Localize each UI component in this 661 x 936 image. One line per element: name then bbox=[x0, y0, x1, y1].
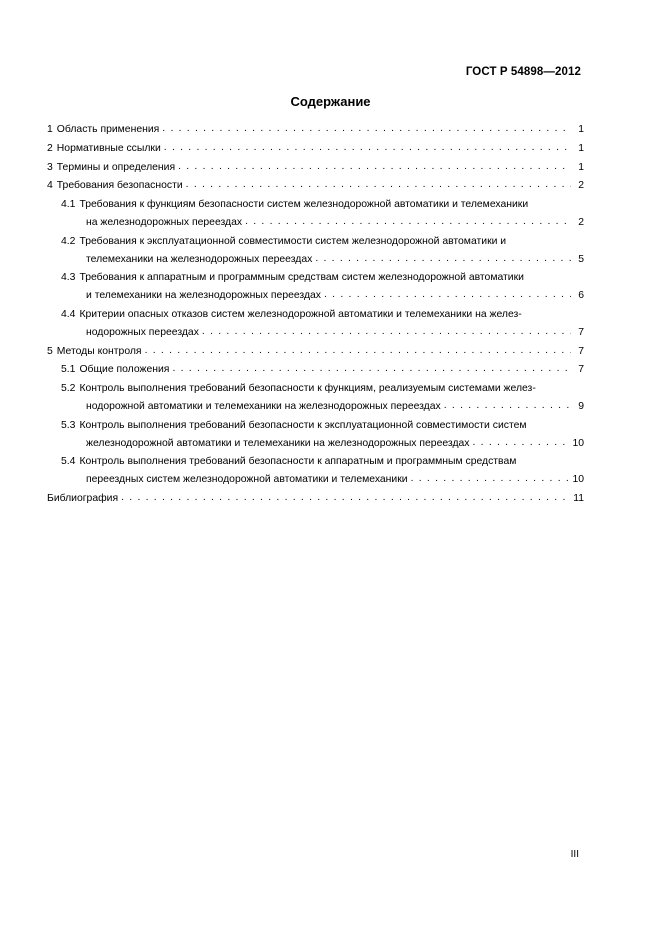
toc-entry-number: 5.3 bbox=[61, 419, 76, 431]
toc-entry-number: 4.1 bbox=[61, 199, 76, 211]
toc-entry-page: 9 bbox=[578, 400, 584, 412]
toc-entry-number: 4.3 bbox=[61, 272, 76, 284]
toc-entry-number: 5.1 bbox=[61, 364, 76, 376]
toc-entry-text: Нормативные ссылки bbox=[56, 142, 161, 154]
dot-leader bbox=[164, 140, 571, 150]
toc-entry-page: 2 bbox=[578, 216, 584, 228]
toc-entry-number: 3 bbox=[47, 161, 53, 173]
table-of-contents bbox=[47, 121, 584, 509]
toc-entry-text-line1: Контроль выполнения требований безопасности к эксплуатационной совместимости систем bbox=[79, 419, 527, 431]
dot-leader bbox=[121, 491, 570, 501]
toc-entry-bibliography[interactable] bbox=[47, 490, 584, 508]
toc-entry-page: 11 bbox=[573, 492, 584, 504]
toc-entry-text-line2: нодорожной автоматики и телемеханики на железнодорожных переездах bbox=[86, 400, 441, 412]
toc-entry-number: 5 bbox=[47, 345, 53, 357]
toc-entry-text: Методы контроля bbox=[56, 345, 142, 357]
toc-entry-page: 10 bbox=[572, 474, 584, 486]
dot-leader bbox=[472, 435, 569, 445]
toc-entry-4-1[interactable] bbox=[47, 196, 584, 232]
toc-entry-text-line1: Требования к функциям безопасности систем железнодорожной автоматики и телемеханики bbox=[79, 199, 529, 211]
dot-leader bbox=[324, 288, 571, 298]
toc-title: Содержание bbox=[290, 94, 371, 109]
toc-entry-1[interactable] bbox=[47, 121, 584, 139]
toc-entry-page: 7 bbox=[578, 326, 584, 338]
document-code: ГОСТ Р 54898—2012 bbox=[465, 66, 581, 78]
toc-entry-4-2[interactable] bbox=[47, 233, 584, 269]
toc-entry-number: 5.4 bbox=[61, 456, 76, 468]
page-number: III bbox=[570, 849, 579, 860]
toc-entry-5-1[interactable] bbox=[47, 361, 584, 379]
toc-entry-number: 4.2 bbox=[61, 235, 76, 247]
toc-entry-5[interactable] bbox=[47, 343, 584, 361]
dot-leader bbox=[315, 251, 571, 261]
toc-entry-text-line2: на железнодорожных переездах bbox=[86, 216, 243, 228]
toc-entry-text-line2: нодорожных переездах bbox=[86, 326, 199, 338]
toc-entry-text: Библиография bbox=[47, 492, 119, 504]
toc-entry-number: 4 bbox=[47, 180, 53, 192]
toc-entry-text: Общие положения bbox=[79, 364, 170, 376]
toc-entry-number: 4.4 bbox=[61, 308, 76, 320]
toc-entry-page: 1 bbox=[578, 161, 584, 173]
dot-leader bbox=[186, 178, 571, 188]
dot-leader bbox=[162, 122, 571, 132]
toc-entry-text-line2: телемеханики на железнодорожных переездах bbox=[86, 253, 313, 265]
toc-entry-3[interactable] bbox=[47, 159, 584, 177]
toc-entry-5-4[interactable] bbox=[47, 453, 584, 489]
toc-entry-text-line1: Контроль выполнения требований безопасности к аппаратным и программным средствам bbox=[79, 456, 517, 468]
toc-entry-page: 6 bbox=[578, 290, 584, 302]
toc-entry-5-2[interactable] bbox=[47, 380, 584, 416]
dot-leader bbox=[172, 362, 571, 372]
dot-leader bbox=[202, 324, 571, 334]
toc-entry-page: 10 bbox=[572, 437, 584, 449]
toc-entry-text: Требования безопасности bbox=[56, 180, 183, 192]
toc-entry-page: 7 bbox=[578, 345, 584, 357]
toc-entry-4-4[interactable] bbox=[47, 306, 584, 342]
toc-entry-text: Термины и определения bbox=[56, 161, 176, 173]
toc-entry-5-3[interactable] bbox=[47, 417, 584, 453]
toc-entry-page: 7 bbox=[578, 364, 584, 376]
toc-entry-text-line2: и телемеханики на железнодорожных переездах bbox=[86, 290, 321, 302]
dot-leader bbox=[245, 215, 571, 225]
dot-leader bbox=[145, 343, 571, 353]
toc-entry-page: 2 bbox=[578, 180, 584, 192]
toc-entry-text: Область применения bbox=[56, 124, 160, 135]
toc-entry-text-line1: Критерии опасных отказов систем железнодорожной автоматики и телемеханики на желез- bbox=[79, 308, 522, 320]
toc-entry-page: 1 bbox=[578, 124, 584, 135]
dot-leader bbox=[411, 472, 570, 482]
toc-entry-text-line1: Контроль выполнения требований безопасности к функциям, реализуемым системами желез- bbox=[79, 383, 536, 395]
toc-entry-text-line1: Требования к аппаратным и программным средствам систем железнодорожной автоматики bbox=[79, 272, 524, 284]
toc-entry-page: 1 bbox=[578, 142, 584, 154]
toc-entry-text-line2: железнодорожной автоматики и телемеханики на железнодорожных переездах bbox=[86, 437, 470, 449]
toc-entry-number: 5.2 bbox=[61, 383, 76, 395]
dot-leader bbox=[178, 159, 571, 169]
dot-leader bbox=[444, 399, 571, 409]
toc-entry-4[interactable] bbox=[47, 177, 584, 195]
toc-entry-2[interactable] bbox=[47, 140, 584, 158]
toc-entry-4-3[interactable] bbox=[47, 269, 584, 305]
toc-entry-number: 1 bbox=[47, 124, 53, 135]
toc-entry-text-line1: Требования к эксплуатационной совместимости систем железнодорожной автоматики и bbox=[79, 235, 507, 247]
toc-entry-page: 5 bbox=[578, 253, 584, 265]
toc-entry-number: 2 bbox=[47, 142, 53, 154]
toc-entry-text-line2: переездных систем железнодорожной автоматики и телемеханики bbox=[86, 474, 408, 486]
